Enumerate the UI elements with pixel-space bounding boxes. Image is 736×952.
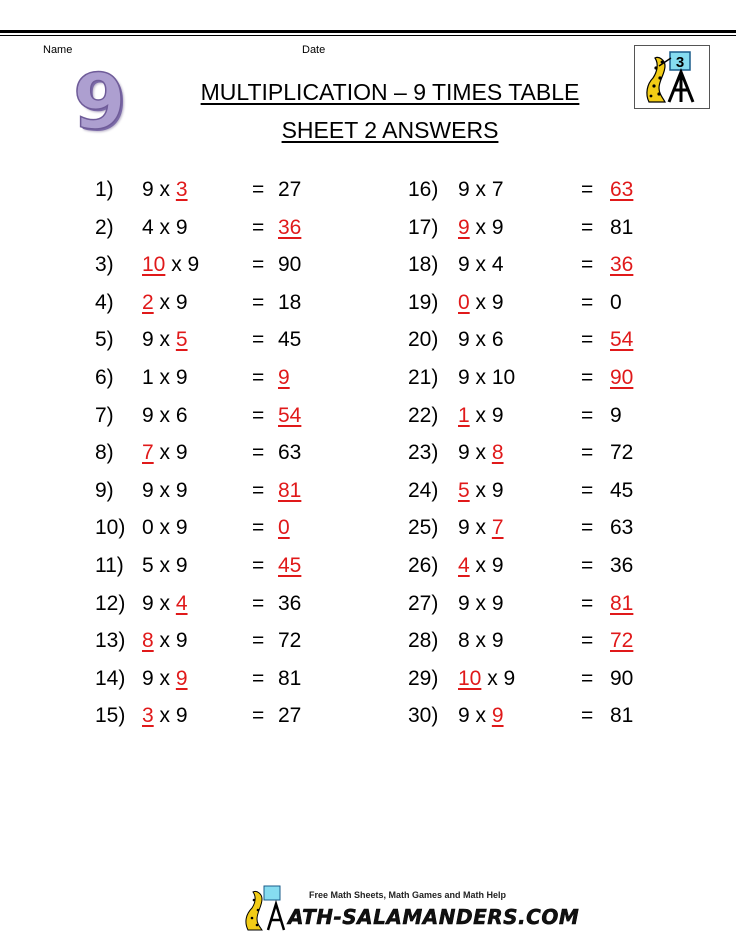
problem-number: 24) xyxy=(408,478,439,502)
expression-text: 4 x 9 xyxy=(142,215,188,239)
missing-factor-answer: 1 xyxy=(458,403,470,427)
product-value: 18 xyxy=(278,290,302,314)
product-value: 81 xyxy=(278,478,302,502)
product-value: 63 xyxy=(610,516,634,540)
problem-number: 1) xyxy=(95,178,114,201)
missing-factor-answer: 9 xyxy=(458,215,470,239)
problem-number: 15) xyxy=(95,704,126,728)
problem-number: 16) xyxy=(408,178,439,201)
problem-expression xyxy=(142,213,188,243)
problem-expression xyxy=(458,626,504,656)
problem-number: 30) xyxy=(408,704,439,728)
expression-text: 9 x 9 xyxy=(458,591,504,615)
problem-expression xyxy=(458,476,504,506)
missing-factor-answer: 9 xyxy=(491,704,504,728)
missing-factor-answer: 3 xyxy=(142,704,154,728)
missing-factor-answer: 7 xyxy=(142,441,154,465)
product-value: 90 xyxy=(610,366,634,389)
product-value: 45 xyxy=(278,328,302,352)
product-value: 45 xyxy=(278,554,302,577)
equals-sign: = xyxy=(581,516,594,540)
equals-sign: = xyxy=(581,290,594,314)
date-label: Date xyxy=(302,44,326,56)
expression-text: x 9 xyxy=(469,554,504,577)
expression-text: 9 x xyxy=(142,178,176,201)
problem-expression xyxy=(458,213,504,243)
missing-factor-answer: 10 xyxy=(142,253,166,277)
title-line-2: SHEET 2 ANSWERS xyxy=(281,117,499,143)
expression-text: x 9 xyxy=(481,666,516,690)
equals-sign: = xyxy=(581,366,594,389)
problem-expression xyxy=(458,250,504,280)
expression-text: 9 x 4 xyxy=(458,253,504,277)
problem-number: 27) xyxy=(408,591,439,615)
product-value: 54 xyxy=(610,328,634,352)
problem-expression xyxy=(458,363,515,393)
product-value: 81 xyxy=(610,591,634,615)
footer-site-link[interactable]: ATH-SALAMANDERS.COM xyxy=(288,905,580,929)
problem-number: 13) xyxy=(95,629,126,653)
problem-expression xyxy=(142,325,188,355)
problem-expression xyxy=(458,513,504,543)
product-value: 72 xyxy=(610,441,634,465)
problem-number: 10) xyxy=(95,516,126,540)
expression-text: x 9 xyxy=(469,478,504,502)
missing-factor-answer: 7 xyxy=(491,516,504,540)
product-value: 45 xyxy=(610,478,634,502)
problem-expression xyxy=(142,288,188,318)
problem-number: 8) xyxy=(95,441,114,465)
equals-sign: = xyxy=(252,629,265,653)
product-value: 27 xyxy=(278,704,302,728)
expression-text: x 9 xyxy=(469,403,504,427)
equals-sign: = xyxy=(252,516,265,540)
problem-number: 22) xyxy=(408,403,439,427)
equals-sign: = xyxy=(581,629,594,653)
expression-text: 9 x 9 xyxy=(142,478,188,502)
expression-text: 9 x 6 xyxy=(142,403,188,427)
expression-text: 9 x xyxy=(458,516,492,540)
equals-sign: = xyxy=(252,215,265,239)
problem-number: 18) xyxy=(408,253,439,277)
product-value: 9 xyxy=(610,403,622,427)
product-value: 81 xyxy=(278,666,302,690)
product-value: 36 xyxy=(610,554,634,577)
product-value: 72 xyxy=(610,629,634,653)
missing-factor-answer: 4 xyxy=(458,554,470,577)
expression-text: 9 x xyxy=(458,704,492,728)
problem-expression xyxy=(458,589,504,619)
expression-text: x 9 xyxy=(469,215,504,239)
equals-sign: = xyxy=(252,591,265,615)
expression-text: x 9 xyxy=(165,253,200,277)
problem-expression xyxy=(142,476,188,506)
missing-factor-answer: 2 xyxy=(142,290,154,314)
footer-tagline: Free Math Sheets, Math Games and Math Help xyxy=(309,890,507,900)
problem-number: 2) xyxy=(95,215,114,239)
problem-expression xyxy=(142,701,188,731)
problem-expression xyxy=(458,325,504,355)
problem-expression xyxy=(458,175,504,205)
problem-number: 9) xyxy=(95,478,114,502)
missing-factor-answer: 0 xyxy=(458,290,470,314)
missing-factor-answer: 8 xyxy=(142,629,154,653)
missing-factor-answer: 8 xyxy=(491,441,504,465)
title-line-1: MULTIPLICATION – 9 TIMES TABLE xyxy=(200,79,580,105)
problem-expression xyxy=(458,438,504,468)
expression-text: x 9 xyxy=(153,441,188,465)
expression-text: 0 x 9 xyxy=(142,516,188,540)
equals-sign: = xyxy=(252,290,265,314)
problem-expression xyxy=(142,401,188,431)
problem-expression xyxy=(142,438,188,468)
equals-sign: = xyxy=(581,328,594,352)
problem-expression xyxy=(142,513,188,543)
expression-text: 9 x 10 xyxy=(458,366,516,389)
equals-sign: = xyxy=(581,666,594,690)
missing-factor-answer: 10 xyxy=(458,666,482,690)
problem-number: 3) xyxy=(95,253,114,277)
problem-number: 12) xyxy=(95,591,126,615)
product-value: 63 xyxy=(278,441,302,465)
equals-sign: = xyxy=(581,215,594,239)
expression-text: x 9 xyxy=(153,629,188,653)
problem-expression xyxy=(458,701,504,731)
product-value: 72 xyxy=(278,629,302,653)
equals-sign: = xyxy=(252,366,265,389)
product-value: 54 xyxy=(278,403,302,427)
product-value: 27 xyxy=(278,178,302,201)
product-value: 36 xyxy=(610,253,634,277)
missing-factor-answer: 5 xyxy=(458,478,470,502)
product-value: 0 xyxy=(278,516,290,540)
missing-factor-answer: 5 xyxy=(175,328,188,352)
expression-text: 1 x 9 xyxy=(142,366,188,389)
problem-expression xyxy=(458,401,504,431)
product-value: 90 xyxy=(278,253,302,277)
problem-expression xyxy=(142,589,188,619)
expression-text: 9 x xyxy=(458,441,492,465)
expression-text: 8 x 9 xyxy=(458,629,504,653)
expression-text: x 9 xyxy=(153,704,188,728)
product-value: 81 xyxy=(610,704,634,728)
problem-number: 4) xyxy=(95,290,114,314)
problem-number: 25) xyxy=(408,516,439,540)
equals-sign: = xyxy=(581,478,594,502)
problem-number: 6) xyxy=(95,366,114,389)
equals-sign: = xyxy=(581,591,594,615)
equals-sign: = xyxy=(581,704,594,728)
equals-sign: = xyxy=(581,178,594,201)
problem-number: 11) xyxy=(95,554,124,577)
name-label: Name xyxy=(43,44,73,56)
equals-sign: = xyxy=(252,253,265,277)
problem-number: 23) xyxy=(408,441,439,465)
logo-badge-text: 3 xyxy=(675,54,685,71)
product-value: 90 xyxy=(610,666,634,690)
equals-sign: = xyxy=(581,441,594,465)
equals-sign: = xyxy=(252,704,265,728)
problem-number: 7) xyxy=(95,403,114,427)
problem-number: 21) xyxy=(408,366,439,389)
footer-salamander-icon xyxy=(238,884,288,932)
product-value: 36 xyxy=(278,215,302,239)
equals-sign: = xyxy=(252,554,265,577)
big-nine-graphic: 9 xyxy=(73,57,126,146)
problem-number: 17) xyxy=(408,215,439,239)
problem-number: 26) xyxy=(408,554,439,577)
problem-expression xyxy=(142,175,188,205)
expression-text: 9 x xyxy=(142,666,176,690)
product-value: 9 xyxy=(278,366,290,389)
problem-expression xyxy=(142,664,188,694)
expression-text: 9 x xyxy=(142,328,176,352)
product-value: 36 xyxy=(278,591,302,615)
equals-sign: = xyxy=(252,403,265,427)
problem-expression xyxy=(458,664,515,694)
equals-sign: = xyxy=(252,666,265,690)
equals-sign: = xyxy=(581,554,594,577)
problem-number: 5) xyxy=(95,328,114,352)
problem-expression xyxy=(458,288,504,318)
expression-text: 5 x 9 xyxy=(142,554,188,577)
problem-expression xyxy=(142,250,199,280)
expression-text: 9 x 6 xyxy=(458,328,504,352)
problem-expression xyxy=(142,626,188,656)
equals-sign: = xyxy=(252,441,265,465)
problem-number: 20) xyxy=(408,328,439,352)
problem-number: 28) xyxy=(408,629,439,653)
expression-text: x 9 xyxy=(153,290,188,314)
problem-expression xyxy=(458,551,504,581)
missing-factor-answer: 3 xyxy=(175,178,188,201)
equals-sign: = xyxy=(581,403,594,427)
problem-number: 19) xyxy=(408,290,439,314)
problem-expression xyxy=(142,551,188,581)
product-value: 81 xyxy=(610,215,634,239)
problem-number: 14) xyxy=(95,666,126,690)
equals-sign: = xyxy=(581,253,594,277)
expression-text: 9 x xyxy=(142,591,176,615)
problem-number: 29) xyxy=(408,666,439,690)
missing-factor-answer: 9 xyxy=(175,666,188,690)
missing-factor-answer: 4 xyxy=(175,591,188,615)
equals-sign: = xyxy=(252,478,265,502)
product-value: 63 xyxy=(610,178,634,201)
equals-sign: = xyxy=(252,328,265,352)
equals-sign: = xyxy=(252,178,265,201)
product-value: 0 xyxy=(610,290,622,314)
expression-text: x 9 xyxy=(469,290,504,314)
expression-text: 9 x 7 xyxy=(458,178,504,201)
problem-expression xyxy=(142,363,188,393)
